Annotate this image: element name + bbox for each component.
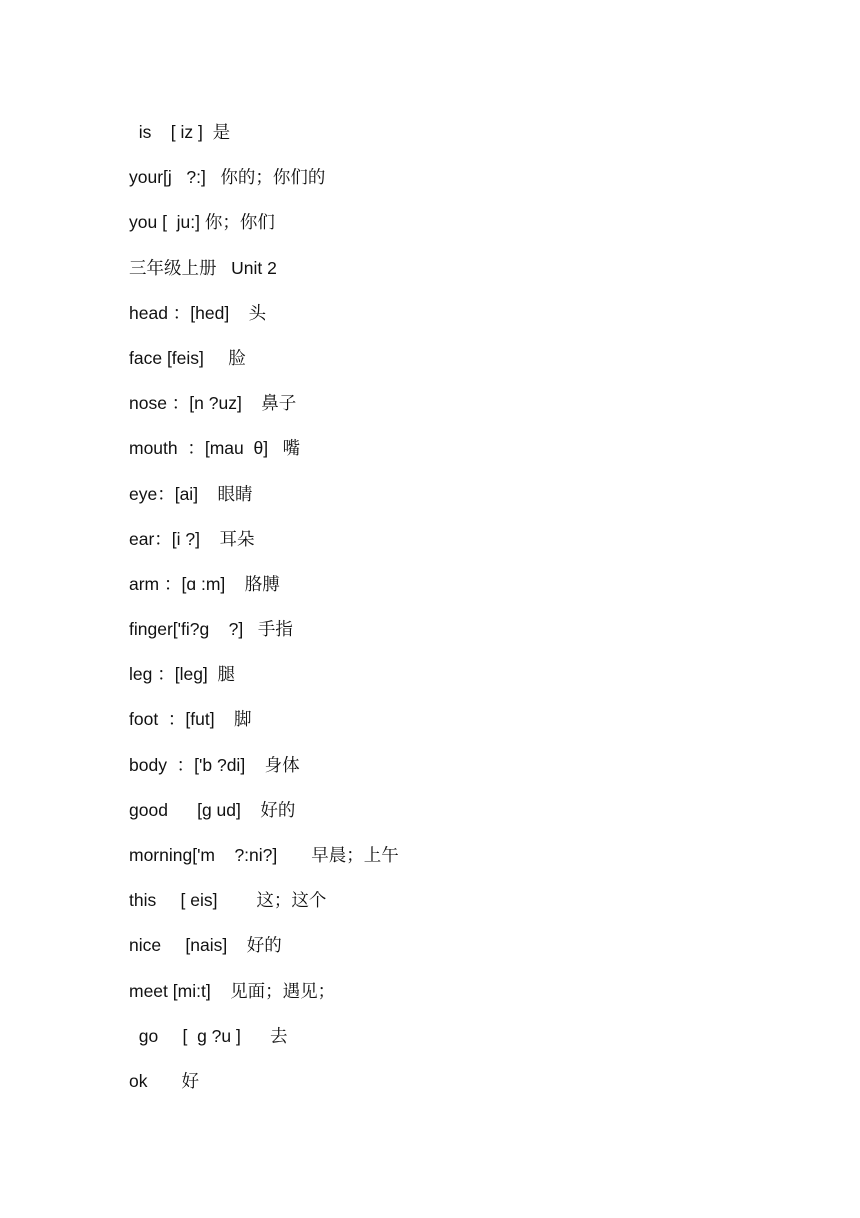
vocab-line: eye：[ai] 眼睛 (129, 483, 253, 504)
vocab-line: face [feis] 脸 (129, 347, 246, 368)
vocab-line: your[j ?:] 你的；你们的 (129, 167, 326, 188)
vocab-line: nose ：[n ?uz] 鼻子 (129, 393, 297, 414)
vocab-line: meet [mi:t] 见面；遇见； (129, 980, 336, 1001)
vocab-line: good [ɡ ud] 好的 (129, 799, 296, 820)
vocab-line: go [ ɡ ?u ] 去 (129, 1025, 288, 1046)
vocab-line: morning['m ?:ni?] 早晨；上午 (129, 845, 399, 865)
vocab-line: is [ iz ] 是 (129, 122, 231, 142)
vocab-line: ear：[i ?] 耳朵 (129, 528, 255, 549)
vocab-line: leg ：[leg] 腿 (129, 664, 236, 685)
vocab-line: you [ ju:] 你；你们 (129, 212, 275, 233)
vocab-line: head ：[hed] 头 (129, 302, 267, 323)
section-heading: 三年级上册 Unit 2 (129, 257, 277, 278)
vocab-line: nice [nais] 好的 (129, 935, 282, 956)
vocabulary-list (129, 118, 769, 1112)
vocab-line: body ：['b ?di] 身体 (129, 754, 300, 775)
vocab-line: mouth ：[mau θ] 嘴 (129, 438, 301, 459)
vocab-line: foot ：[fut] 脚 (129, 709, 252, 730)
vocab-line: finger['fi?g ?] 手指 (129, 619, 293, 640)
vocab-line: this [ eis] 这；这个 (129, 890, 327, 911)
vocab-line: arm ：[ɑ :m] 胳膊 (129, 573, 280, 594)
vocab-line: ok 好 (129, 1070, 200, 1091)
